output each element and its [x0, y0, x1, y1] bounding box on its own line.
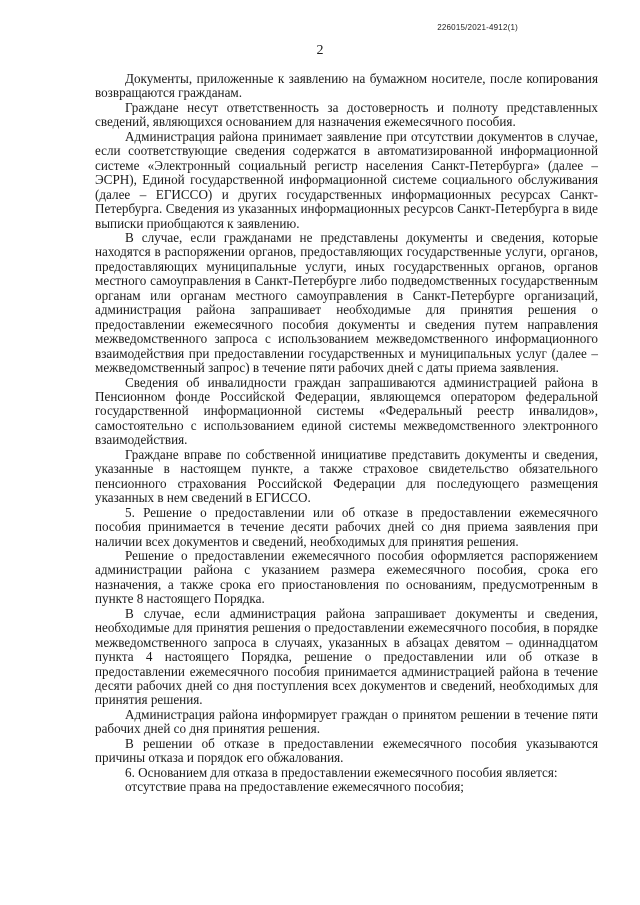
paragraph: Администрация района принимает заявление при отсутствии документов в случае, если соответствующие сведения содержатся в автоматизированной информационной системе «Электронный социальный регистр населения Санкт-Петербурга» (далее – ЭСРН), Единой государственной информационной системе социального обслуживания (далее – ЕГИССО) и других государственных информационных ресурсах Санкт-Петербурга. Сведения из указанных информационных ресурсов Санкт-Петербурга в виде выписки приобщаются к заявлению. — [95, 128, 598, 231]
paragraph: Решение о предоставлении ежемесячного пособия оформляется распоряжением администрации района с указанием размера ежемесячного пособия, срока его назначения, а также срока его приостановления по основаниям, предусмотренным в пункте 8 настоящего Порядка. — [95, 547, 598, 607]
paragraph: 5. Решение о предоставлении или об отказе в предоставлении ежемесячного пособия принимается в течение десяти рабочих дней со дня приема заявления при наличии всех документов и сведений, необходимых для принятия решения. — [95, 504, 598, 549]
page-number: 2 — [316, 43, 324, 58]
document-registration-number: 226015/2021-4912(1) — [437, 23, 518, 32]
paragraph: Граждане вправе по собственной инициативе представить документы и сведения, указанные в настоящем пункте, а также страховое свидетельство обязательного пенсионного страхования Российской Федерации для последующего размещения указанных в нем сведений в ЕГИССО. — [95, 446, 598, 506]
paragraph: 6. Основанием для отказа в предоставлении ежемесячного пособия является: — [125, 764, 558, 780]
paragraph: В решении об отказе в предоставлении ежемесячного пособия указываются причины отказа и порядок его обжалования. — [95, 735, 598, 766]
paragraph: В случае, если администрация района запрашивает документы и сведения, необходимые для принятия решения о предоставлении ежемесячного пособия, в порядке межведомственного запроса в случаях, указанных в абзацах девятом – одиннадцатом пункта 4 настоящего Порядка, решение о предоставлении или об отказе в предоставлении ежемесячного пособия принимается администрацией района в течение десяти рабочих дней со дня поступления всех документов и сведений, необходимых для принятия решения. — [95, 605, 598, 708]
paragraph: Документы, приложенные к заявлению на бумажном носителе, после копирования возвращаются гражданам. — [95, 71, 598, 101]
document-body — [95, 72, 598, 795]
paragraph: Сведения об инвалидности граждан запрашиваются администрацией района в Пенсионном фонде Российской Федерации, являющемся оператором федеральной государственной информационной системы «Федеральный реестр инвалидов», самостоятельно с использованием единой системы межведомственного электронного взаимодействия. — [95, 374, 598, 448]
paragraph: В случае, если гражданами не представлены документы и сведения, которые находятся в распоряжении органов, предоставляющих государственные услуги, органов, предоставляющих муниципальные услуги, иных государственных органов, органов местного самоуправления в Санкт-Петербурге либо подведомственных государственным органам или органам местного самоуправления в Санкт-Петербурге организаций, администрация района запрашивает необходимые для принятия решения о предоставлении ежемесячного пособия документы и сведения путем направления межведомственного запроса с использованием межведомственного информационного взаимодействия при предоставлении государственных и муниципальных услуг (далее – межведомственный запрос) в течение пяти рабочих дней с даты приема заявления. — [95, 229, 598, 376]
paragraph: отсутствие права на предоставление ежемесячного пособия; — [125, 779, 464, 795]
paragraph: Администрация района информирует граждан о принятом решении в течение пяти рабочих дней со дня принятия решения. — [95, 706, 598, 737]
paragraph: Граждане несут ответственность за достоверность и полноту представленных сведений, являющихся основанием для назначения ежемесячного пособия. — [95, 99, 598, 130]
